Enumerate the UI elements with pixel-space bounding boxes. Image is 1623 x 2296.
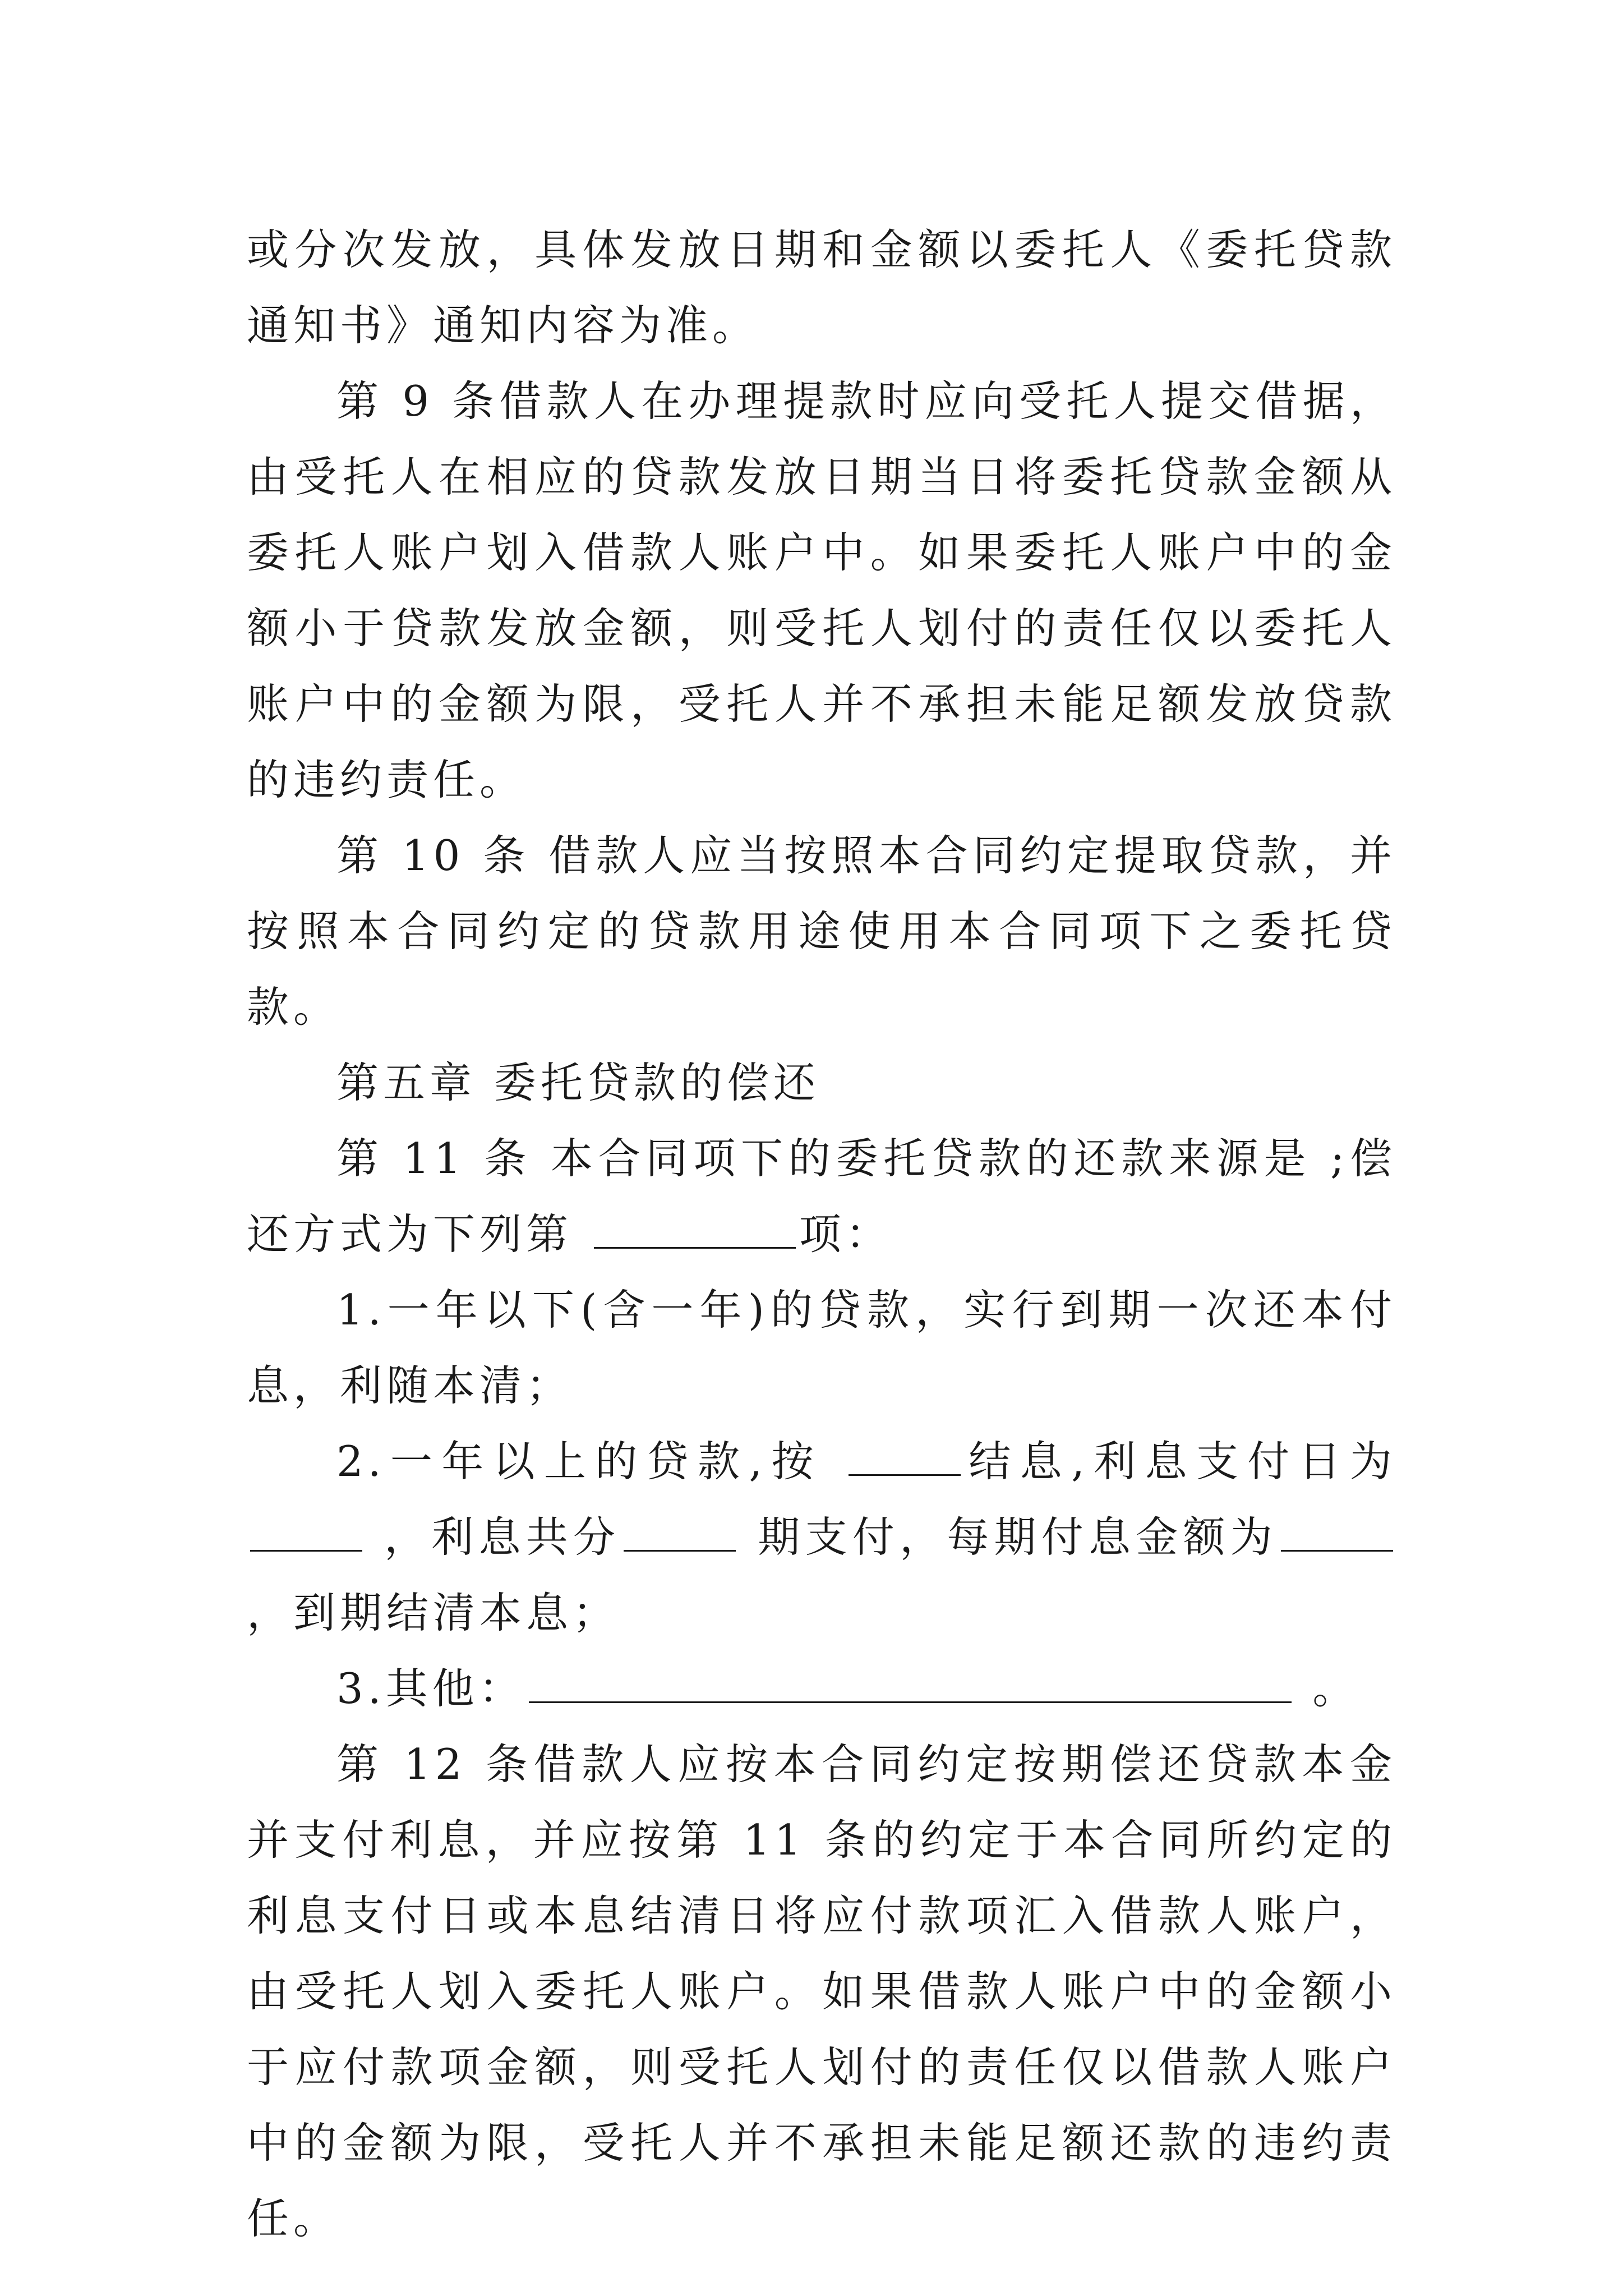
paragraph-article-11 [247, 1121, 1396, 1272]
option-2-text-d: 期支付，每期付息金额为 [739, 1512, 1278, 1562]
chapter-heading: 第五章 委托贷款的偿还 [336, 1058, 820, 1107]
interest-date-blank [250, 1511, 362, 1552]
option-3-suffix: 。 [1294, 1664, 1359, 1713]
option-2-text-b: 结息,利息支付日为 [964, 1437, 1396, 1486]
article-11-suffix: 项： [799, 1209, 892, 1259]
repayment-option-1: 1.一年以下(含一年)的贷款，实行到期一次还本付息，利随本清； [247, 1285, 1396, 1410]
document-body [247, 212, 1396, 2257]
article-11-text: 第 11 条 本合同项下的委托贷款的还款来源是 ;偿还方式为下列第 [247, 1134, 1396, 1259]
option-3-label: 3.其他： [336, 1664, 525, 1713]
paragraph-article-10: 第 10 条 借款人应当按照本合同约定提取贷款，并按照本合同约定的贷款用途使用本合同项下之委托贷款。 [247, 831, 1396, 1032]
other-terms-blank [529, 1662, 1292, 1703]
installment-count-blank [624, 1511, 736, 1552]
repayment-option-blank [594, 1208, 796, 1249]
paragraph-article-9: 第 9 条借款人在办理提款时应向受托人提交借据，由受托人在相应的贷款发放日期当日将委托贷款金额从委托人账户划入借款人账户中。如果委托人账户中的金额小于贷款发放金额，则受托人划付的责任仅以委托人账户中的金额为限，受托人并不承担未能足额发放贷款的违约责任。 [247, 376, 1396, 804]
paragraph-article-12: 第 12 条借款人应按本合同约定按期偿还贷款本金并支付利息，并应按第 11 条的约定于本合同所约定的利息支付日或本息结清日将应付款项汇入借款人账户，由受托人划入委托人账户。如果借款人账户中的金额小于应付款项金额，则受托人划付的责任仅以借款人账户中的金额为限，受托人并不承担未能足额还款的违约责任。 [247, 1740, 1396, 2243]
option-2-text-c: ，利息共分 [366, 1512, 621, 1562]
option-2-text-e: ，到期结清本息； [247, 1588, 620, 1637]
repayment-option-2 [247, 1424, 1396, 1651]
option-2-text-a: 2.一年以上的贷款,按 [336, 1437, 846, 1486]
repayment-option-3 [247, 1651, 1396, 1727]
paragraph-disbursement-continued: 或分次发放，具体发放日期和金额以委托人《委托贷款通知书》通知内容为准。 [247, 225, 1396, 350]
interest-method-blank [849, 1435, 961, 1476]
installment-amount-blank [1281, 1511, 1393, 1552]
